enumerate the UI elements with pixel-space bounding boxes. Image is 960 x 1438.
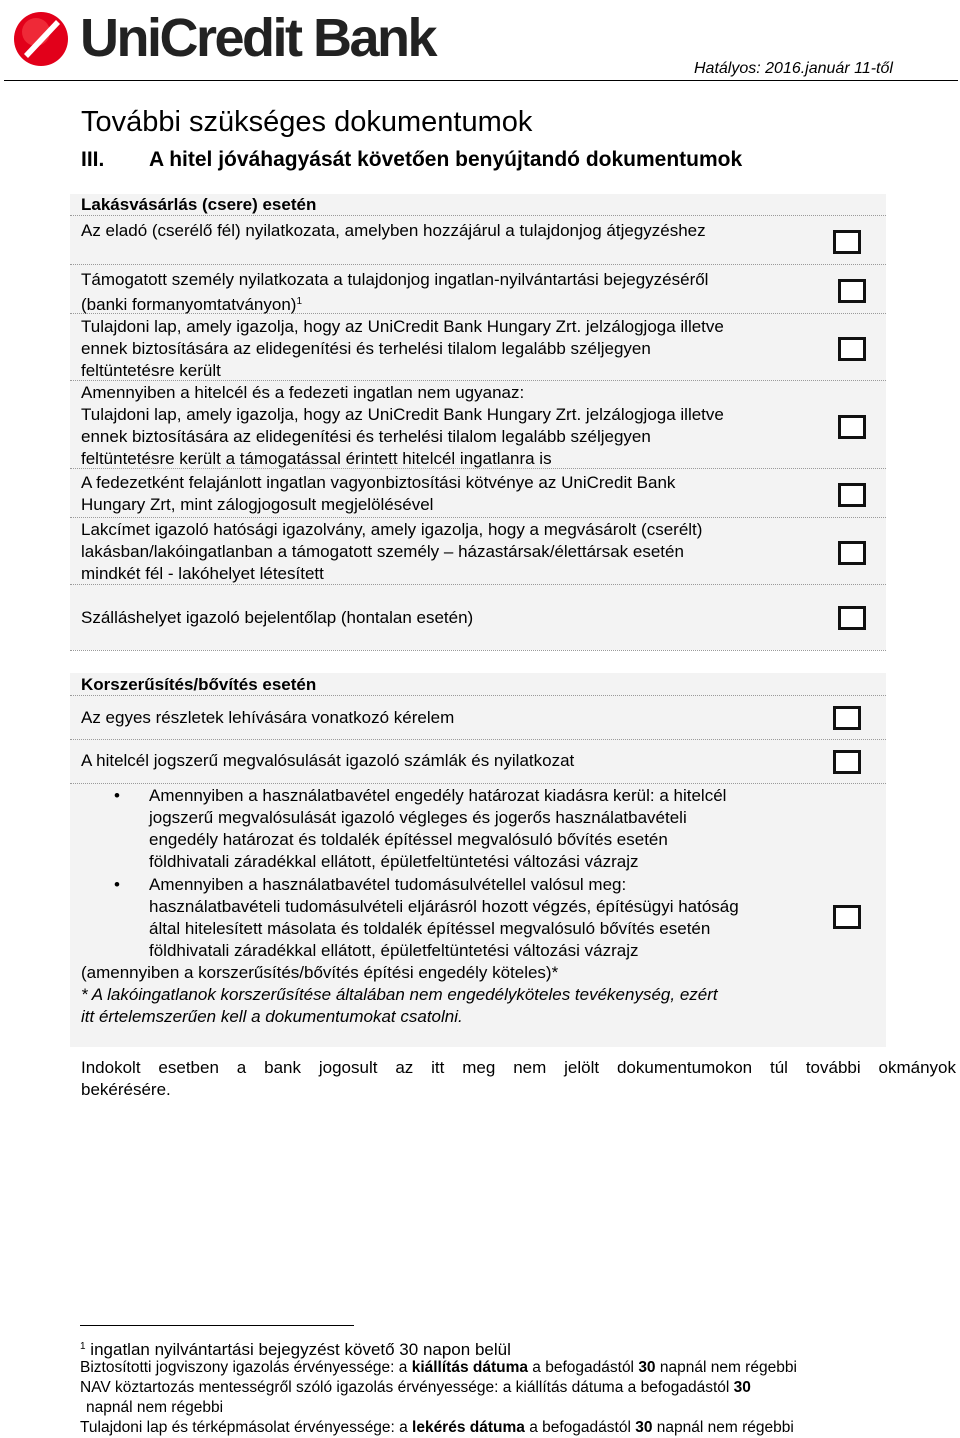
row-text: A hitelcél jogszerű megvalósulását igazoló számlák és nyilatkozat [81, 751, 575, 770]
header-rule [4, 80, 958, 81]
row-text: Amennyiben a hitelcél és a fedezeti ingatlan nem ugyanaz: [81, 383, 525, 402]
checkbox[interactable] [838, 415, 866, 439]
checkbox[interactable] [833, 230, 861, 254]
row-text: Az eladó (cserélő fél) nyilatkozata, amelyben hozzájárul a tulajdonjog átjegyzéshez [81, 221, 706, 240]
row-text: Tulajdoni lap, amely igazolja, hogy az UniCredit Bank Hungary Zrt. jelzálogjoga illetve [81, 405, 724, 424]
checkbox[interactable] [833, 905, 861, 929]
bullet-text: engedély határozat és toldalék építéssel megvalósuló bővítés esetén [149, 830, 668, 849]
bullet-text: földhivatali záradékkal ellátott, épületfeltüntetési változási vázrajz [149, 852, 639, 871]
footnote-insurance: Biztosítotti jogviszony igazolás érvényessége: a kiállítás dátuma a befogadástól 30 napnál nem régebbi [80, 1359, 797, 1376]
closing-text: (amennyiben a korszerűsítés/bővítés építési engedély köteles)* [81, 963, 559, 982]
row-text: Hungary Zrt, mint zálogjogosult megjelölésével [81, 495, 434, 514]
table-row [70, 381, 886, 469]
bullet-text: használatbavételi tudomásulvételi eljárásról hozott végzés, építésügyi hatóság [149, 897, 739, 916]
row-text: lakásban/lakóingatlanban a támogatott személy – házastársak/élettársak esetén [81, 542, 684, 561]
table-row [70, 469, 886, 518]
unicredit-logo-icon [12, 10, 70, 68]
bullet-icon: • [114, 875, 120, 894]
footnote-nav: NAV köztartozás mentességről szóló igazolás érvényessége: a kiállítás dátuma a befogadástól 30 [80, 1379, 751, 1396]
checkbox[interactable] [838, 279, 866, 303]
row-text: (banki formanyomtatványon) [81, 295, 297, 314]
effective-date: Hatályos: 2016.január 11-től [694, 60, 893, 77]
bullet-text: jogszerű megvalósulását igazoló végleges és jogerős használatbavételi [149, 808, 687, 827]
row-text: Az egyes részletek lehívására vonatkozó kérelem [81, 708, 455, 727]
footnote-nav-cont: napnál nem régebbi [86, 1399, 224, 1416]
footnote-mark: 1 [296, 296, 302, 307]
row-text: Tulajdoni lap, amely igazolja, hogy az UniCredit Bank Hungary Zrt. jelzálogjoga illetve [81, 317, 724, 336]
row-text: Lakcímet igazoló hatósági igazolvány, amely igazolja, hogy a megvásárolt (cserélt) [81, 520, 703, 539]
table-row [70, 216, 886, 265]
row-text: ennek biztosítására az elidegenítési és terhelési tilalom legalább széljegyen [81, 427, 651, 446]
row-text: feltüntetésre került a támogatással érintett hitelcél ingatlanra is [81, 449, 552, 468]
bullet-text: földhivatali záradékkal ellátott, épületfeltüntetési változási vázrajz [149, 941, 639, 960]
row-text: ennek biztosítására az elidegenítési és terhelési tilalom legalább széljegyen [81, 339, 651, 358]
renovation-heading: Korszerűsítés/bővítés esetén [81, 675, 317, 694]
bullet-text: Amennyiben a használatbavétel engedély határozat kiadásra kerül: a hitelcél [149, 786, 727, 805]
checkbox[interactable] [838, 606, 866, 630]
table-row [70, 518, 886, 585]
page-title: További szükséges dokumentumok [81, 106, 533, 138]
table-row [70, 265, 886, 314]
bank-note-line: bekérésére. [81, 1080, 171, 1099]
footnote-1: $^1$ ingatlan nyilvántartási bejegyzést követő 30 napon belül [80, 1340, 511, 1359]
checkbox[interactable] [833, 750, 861, 774]
footnote-rule [80, 1325, 354, 1326]
checkbox[interactable] [838, 541, 866, 565]
checkbox[interactable] [833, 706, 861, 730]
checkbox[interactable] [838, 483, 866, 507]
checkbox[interactable] [838, 337, 866, 361]
row-text: mindkét fél - lakóhelyet létesített [81, 564, 324, 583]
section-title: A hitel jóváhagyását követően benyújtandó dokumentumok [149, 148, 743, 171]
table-row [70, 740, 886, 784]
bank-note-line: Indokolt esetben a bank jogosult az itt meg nem jelölt dokumentumokon túl további okmányok [81, 1058, 956, 1077]
table-row [70, 585, 886, 651]
row-text: A fedezetként felajánlott ingatlan vagyonbiztosítási kötvénye az UniCredit Bank [81, 473, 676, 492]
footnote-mark: 1 [80, 1341, 86, 1352]
purchase-heading: Lakásvásárlás (csere) esetén [81, 195, 317, 214]
bullet-text: által hitelesített másolata és toldalék építéssel megvalósuló bővítés esetén [149, 919, 711, 938]
row-text: feltüntetésre került [81, 361, 221, 380]
row-text: Támogatott személy nyilatkozata a tulajdonjog ingatlan-nyilvántartási bejegyzéséről [81, 270, 709, 289]
section-number: III. [81, 148, 105, 171]
table-row [70, 314, 886, 381]
footnote-land-registry: Tulajdoni lap és térképmásolat érvényessége: a lekérés dátuma a befogadástól 30 napnál nem régebbi [80, 1419, 794, 1436]
logo-text: UniCredit Bank [80, 8, 436, 68]
bullet-text: Amennyiben a használatbavétel tudomásulvétellel valósul meg: [149, 875, 627, 894]
bullet-icon: • [114, 786, 120, 805]
italic-note: * A lakóingatlanok korszerűsítése általában nem engedélyköteles tevékenység, ezért [81, 985, 718, 1004]
table-row [70, 696, 886, 740]
row-text: Szálláshelyet igazoló bejelentőlap (hontalan esetén) [81, 608, 474, 627]
italic-note: itt értelemszerűen kell a dokumentumokat csatolni. [81, 1007, 463, 1026]
